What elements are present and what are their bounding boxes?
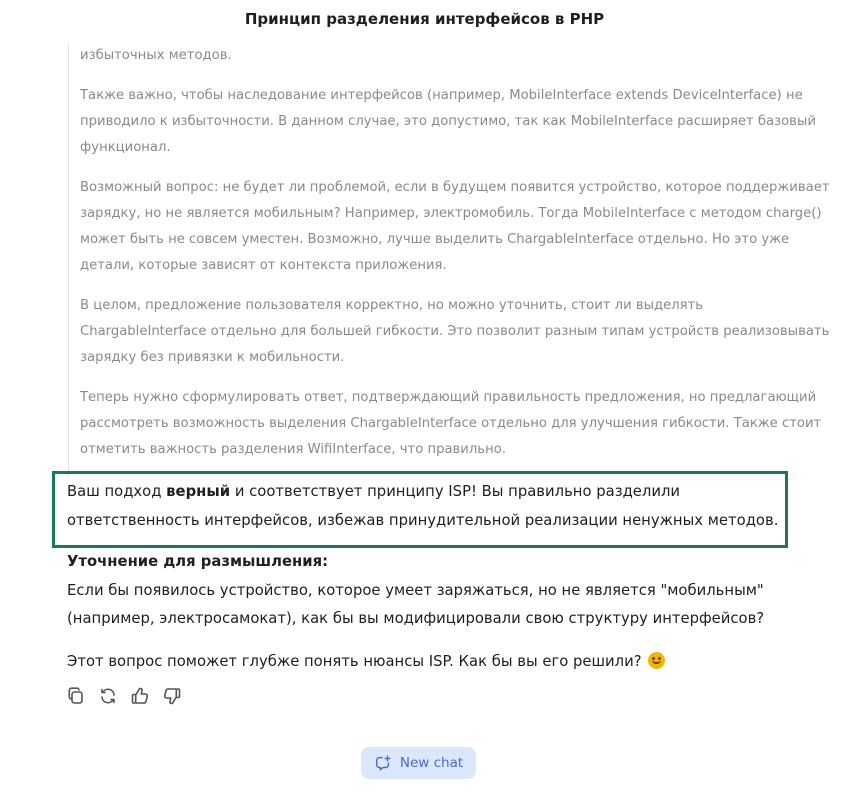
thumbs-up-icon[interactable] xyxy=(130,686,150,706)
thumbs-down-icon[interactable] xyxy=(162,686,182,706)
thinking-paragraph: В целом, предложение пользователя корректно, но можно уточнить, стоит ли выделять ChargableInterface отдельно для большей гибкости. Это позволит разным типам устройств реализовывать зарядку без привязки к мобильности. xyxy=(80,298,830,365)
thinking-paragraph: Теперь нужно сформулировать ответ, подтверждающий правильность предложения, но предлагающий рассмотреть возможность выделения ChargableInterface отдельно для улучшения гибкости. Также стоит отметить важность разделения WifiInterface, что правильно. xyxy=(80,390,822,457)
chat-title: Принцип разделения интерфейсов в PHP xyxy=(244,10,605,28)
thinking-paragraph: Также важно, чтобы наследование интерфейсов (например, MobileInterface extends DeviceInterface) не приводило к избыточности. В данном случае, это допустимо, так как MobileInterface расширяет базовый функционал. xyxy=(80,88,816,155)
clarify-heading: Уточнение для размышления: xyxy=(67,553,329,570)
thinking-paragraph: избыточных методов. xyxy=(80,48,232,63)
new-chat-button[interactable] xyxy=(361,747,476,779)
new-chat-label: New chat xyxy=(399,755,464,771)
copy-icon[interactable] xyxy=(66,686,86,706)
answer-text xyxy=(67,477,792,535)
regenerate-icon[interactable] xyxy=(98,686,118,706)
answer-suffix: и соответствует принципу ISP! Вы правильно разделили ответственность интерфейсов, избежав принудительной реализации ненужных методов. xyxy=(67,483,779,529)
message-actions xyxy=(66,686,182,706)
closing-text: Этот вопрос поможет глубже понять нюансы ISP. Как бы вы его решили? xyxy=(67,653,642,670)
new-chat-icon xyxy=(374,754,392,772)
smile-emoji-icon xyxy=(648,652,665,669)
thinking-paragraph: Возможный вопрос: не будет ли проблемой, если в будущем появится устройство, которое поддерживает зарядку, но не является мобильным? Например, электромобиль. Тогда MobileInterface с методом charge() может быть не совсем уместен. Возможно, лучше выделить ChargableInterface отдельно. Но это уже детали, которые зависят от контекста приложения. xyxy=(80,180,830,273)
answer-bold: верный xyxy=(166,483,231,500)
closing-line xyxy=(67,648,817,676)
thinking-block xyxy=(68,43,832,477)
answer-prefix: Ваш подход xyxy=(67,483,167,500)
clarify-text: Если бы появилось устройство, которое умеет заряжаться, но не является "мобильным" (например, электросамокат), как бы вы модифицировали свою структуру интерфейсов? xyxy=(67,582,765,627)
